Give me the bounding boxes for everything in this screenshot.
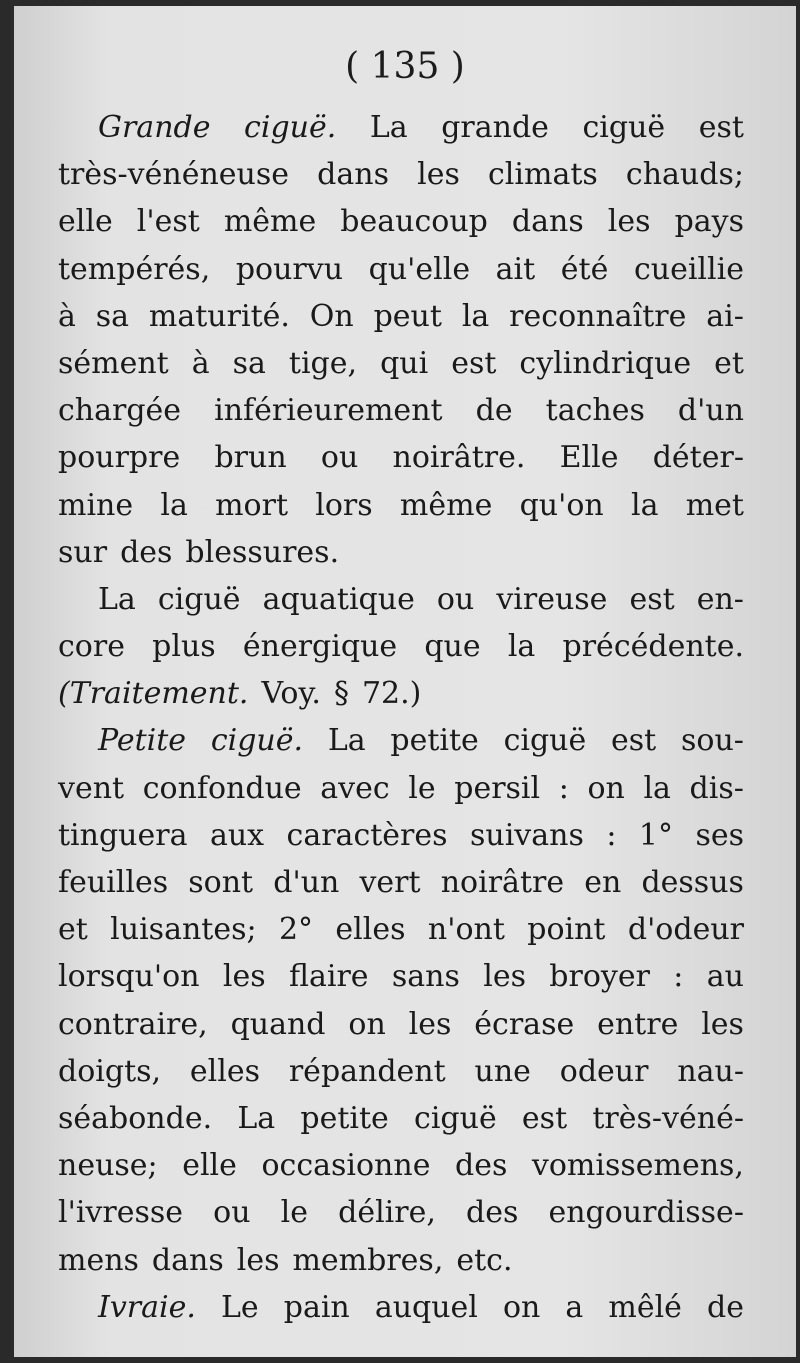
word: précédente. (562, 629, 744, 665)
word: qu'elle (368, 251, 471, 287)
word: membres, (292, 1242, 444, 1278)
text-line (58, 387, 744, 434)
word: qu'on (519, 487, 604, 523)
text-line (58, 576, 744, 623)
word: on (502, 1289, 541, 1325)
word: vomissemens, (531, 1148, 744, 1184)
word: d'odeur (627, 912, 744, 948)
word: à (58, 298, 76, 334)
word: petite (390, 723, 479, 759)
word: sont (188, 865, 254, 900)
word: persil (454, 770, 541, 806)
word: au (706, 959, 744, 995)
word: entre (597, 1006, 679, 1042)
word: l'est (136, 204, 200, 240)
word: dans (511, 204, 584, 240)
word: même (223, 204, 317, 240)
word: quand (230, 1006, 326, 1042)
word: pain (283, 1289, 350, 1325)
word: chauds; (625, 157, 744, 193)
word: noirâtre (440, 865, 565, 900)
word: très-véné- (592, 1100, 744, 1136)
word: sa (232, 345, 266, 381)
word: grande (441, 110, 549, 145)
word: ou (436, 581, 475, 617)
word: tinguera (58, 817, 188, 853)
word: été (560, 251, 609, 287)
word: la (160, 487, 188, 523)
word: doigts, (58, 1053, 162, 1089)
word: maturité. (148, 298, 290, 334)
word: point (527, 912, 606, 948)
word: de (475, 393, 513, 429)
word: est (698, 110, 744, 145)
word: climats (488, 157, 598, 193)
word: répandent (288, 1053, 446, 1089)
word: ciguë. (244, 110, 337, 145)
word: cueillie (633, 251, 744, 287)
word: chargée (58, 393, 182, 429)
word: Ivraie. (98, 1289, 196, 1325)
word: sa (95, 298, 130, 334)
word: même (399, 487, 493, 523)
word: taches (545, 393, 645, 429)
word: elle (182, 1148, 237, 1184)
word: d'un (677, 393, 744, 429)
text-line (58, 293, 744, 340)
word: Voy. (261, 676, 321, 712)
word: broyer (549, 959, 650, 995)
text-line (58, 812, 744, 859)
text-line (58, 198, 744, 245)
word: des (120, 534, 173, 570)
word: la (461, 298, 490, 334)
word: ai- (706, 298, 744, 334)
word: mort (215, 487, 289, 523)
word: lorsqu'on (58, 959, 200, 995)
word: nau- (677, 1053, 744, 1089)
word: n'ont (427, 912, 505, 948)
word: occasionne (261, 1148, 431, 1184)
word: les (236, 1242, 280, 1278)
word: feuilles (58, 865, 169, 900)
word: aquatique (262, 581, 415, 617)
word: les (607, 204, 651, 240)
word: La (327, 723, 366, 759)
word: engourdisse- (548, 1195, 744, 1231)
word: et (714, 345, 744, 381)
body-text (58, 104, 744, 1331)
word: 72.) (361, 676, 422, 712)
word: est (611, 723, 657, 759)
word: pays (674, 204, 744, 240)
word: la (507, 629, 536, 665)
word: 2° (278, 912, 314, 948)
text-line (58, 717, 744, 764)
word: Le (220, 1289, 259, 1325)
text-line (58, 859, 744, 906)
word: dans (317, 157, 389, 193)
word: odeur (559, 1053, 649, 1089)
word: brun (214, 440, 287, 476)
book-page (14, 6, 796, 1357)
word: sans (391, 959, 460, 995)
word: dessus (641, 865, 744, 900)
word: énergique (242, 629, 398, 665)
word: à (191, 345, 210, 381)
word: est (521, 1100, 568, 1136)
word: dans (151, 1242, 224, 1278)
word: on (587, 770, 625, 806)
word: lors (315, 487, 373, 523)
word: séabonde. (58, 1100, 213, 1136)
word: Petite (98, 723, 187, 759)
text-line (58, 1189, 744, 1236)
word: plus (152, 629, 216, 665)
text-line (58, 529, 744, 576)
word: : (606, 817, 617, 853)
word: pourvu (235, 251, 344, 287)
word: les (417, 157, 460, 193)
text-line (58, 1237, 744, 1284)
word: que (424, 629, 481, 665)
word: (Traitement. (58, 676, 249, 712)
word: mine (58, 487, 134, 523)
word: sou- (681, 723, 744, 759)
word: confondue (142, 770, 302, 806)
word: noirâtre. (392, 440, 526, 476)
word: la (643, 770, 671, 806)
word: vent (58, 770, 125, 806)
word: et (58, 912, 88, 948)
word: elles (189, 1053, 260, 1089)
text-line (58, 1095, 744, 1142)
word: des (455, 1148, 508, 1184)
word: flaire (288, 959, 369, 995)
text-line (58, 340, 744, 387)
word: pourpre (58, 440, 181, 476)
word: avec (320, 770, 390, 806)
word: core (58, 629, 125, 665)
word: ses (695, 817, 744, 853)
page-number: ( 135 ) (345, 46, 465, 87)
word: aux (209, 817, 265, 853)
word: d'un (273, 865, 340, 900)
word: ciguë (157, 581, 241, 617)
word: ait (495, 251, 536, 287)
word: les (222, 959, 266, 995)
word: La (237, 1100, 276, 1136)
text-line (58, 1001, 744, 1048)
word: est (629, 581, 675, 617)
word: beaucoup (340, 204, 488, 240)
text-line (58, 906, 744, 953)
word: mens (58, 1242, 139, 1278)
word: peut (373, 298, 442, 334)
word: est (451, 345, 497, 381)
text-line (58, 953, 744, 1000)
word: de (707, 1289, 744, 1325)
word: neuse; (58, 1148, 158, 1184)
word: mêlé (608, 1289, 682, 1325)
word: en (584, 865, 622, 900)
word: sément (58, 345, 169, 381)
word: qui (380, 345, 429, 381)
word: 1° (638, 817, 673, 853)
word: § (333, 676, 349, 712)
word: délire, (338, 1195, 436, 1231)
word: le (408, 770, 436, 806)
word: la (630, 487, 659, 523)
word: déter- (652, 440, 744, 476)
word: sur (58, 534, 108, 570)
word: : (558, 770, 569, 806)
word: contraire, (58, 1006, 208, 1042)
text-line (58, 246, 744, 293)
word: ciguë. (210, 723, 304, 759)
word: ou (320, 440, 359, 476)
text-line (58, 670, 744, 717)
text-line (58, 104, 744, 151)
text-line (58, 1284, 744, 1331)
word: On (309, 298, 354, 334)
word: les (483, 959, 526, 995)
word: met (685, 487, 744, 523)
word: en- (696, 581, 744, 617)
word: a (565, 1289, 584, 1325)
word: des (466, 1195, 519, 1231)
word: écrase (474, 1006, 575, 1042)
word: luisantes; (110, 912, 257, 948)
word: vert (359, 865, 421, 900)
text-line (58, 623, 744, 670)
word: Elle (559, 440, 619, 476)
word: : (673, 959, 684, 995)
text-line (58, 482, 744, 529)
word: très-vénéneuse (58, 157, 290, 193)
word: auquel (374, 1289, 478, 1325)
word: La (98, 581, 136, 617)
word: tige, (288, 345, 358, 381)
word: ciguë (503, 723, 587, 759)
word: cylindrique (519, 345, 692, 381)
text-line (58, 1142, 744, 1189)
word: Grande (98, 110, 211, 145)
word: vireuse (496, 581, 608, 617)
word: on (348, 1006, 386, 1042)
word: les (408, 1006, 452, 1042)
word: dis- (689, 770, 744, 806)
word: petite (300, 1100, 389, 1136)
word: une (474, 1053, 531, 1089)
text-line (58, 1048, 744, 1095)
word: suivans (470, 817, 584, 853)
word: elle (58, 204, 113, 240)
word: ciguë (582, 110, 666, 145)
word: inférieurement (214, 393, 443, 429)
word: elles (335, 912, 406, 948)
word: etc. (456, 1242, 513, 1278)
word: reconnaître (509, 298, 687, 334)
word: blessures. (185, 534, 340, 570)
word: ou (213, 1195, 251, 1231)
word: tempérés, (58, 251, 211, 287)
text-line (58, 151, 744, 198)
text-line (58, 434, 744, 481)
word: l'ivresse (58, 1195, 184, 1231)
word: les (701, 1006, 744, 1042)
text-line (58, 765, 744, 812)
word: caractères (286, 817, 448, 853)
word: le (280, 1195, 308, 1231)
word: La (369, 110, 408, 145)
word: ciguë (414, 1100, 497, 1136)
